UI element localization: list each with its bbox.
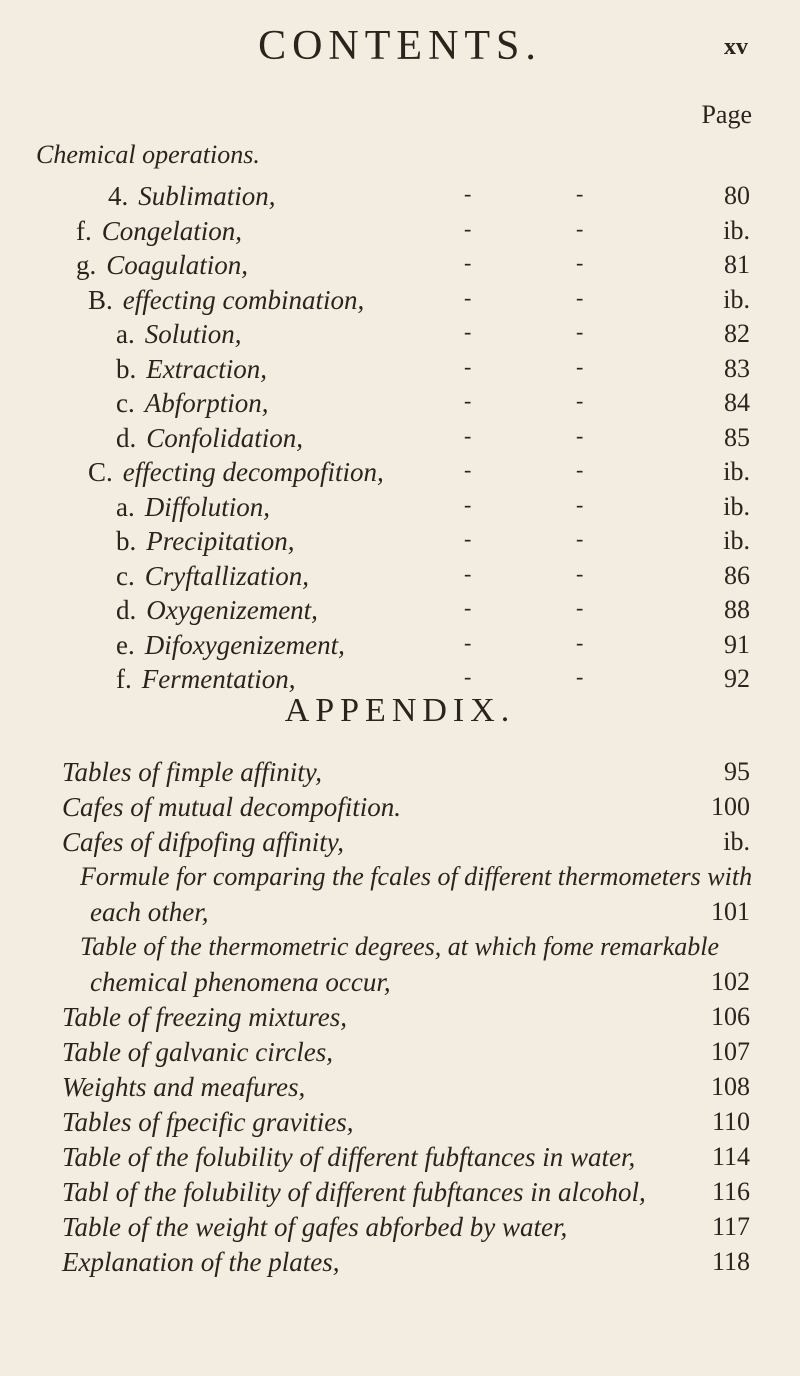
toc-entry-page: 85 [724,422,750,452]
appendix-entry-page: 117 [711,1212,750,1241]
toc-entry-letter: e. [116,629,135,660]
leader-dash: - [576,319,584,344]
appendix-entry-page: 106 [711,1002,750,1031]
appendix-entry-title: Tables of fpecific gravities, [62,1107,354,1137]
leader-dash: - [464,595,472,620]
toc-entry-page: 92 [724,664,750,693]
toc-entry-letter: 4. [108,181,129,211]
appendix-entry [0,967,800,1007]
toc-entry-title [76,250,248,281]
toc-entry-page: 82 [724,319,750,348]
leader-dash: - [464,422,472,448]
leader-dash: - [464,457,472,482]
appendix-entry-page: 107 [711,1037,750,1066]
appendix-entry-page: 101 [711,897,750,926]
toc-entry-title [88,457,384,488]
toc-entry-letter: b. [116,526,137,556]
appendix-entry [0,1002,800,1042]
appendix-entry-title: Weights and meafures, [62,1072,306,1102]
appendix-entry [0,792,800,832]
toc-entry-label: Fermentation, [141,664,296,694]
toc-entry-letter: B. [88,284,113,315]
toc-entry-label: effecting combination, [122,284,365,315]
toc-entry-label: Oxygenizement, [146,595,318,625]
toc-entry-page: 81 [724,250,750,279]
toc-entry-page: 83 [724,353,750,383]
toc-entry-page: 88 [724,595,750,624]
leader-dash: - [464,319,472,344]
leader-dash: - [576,457,584,482]
toc-entry-letter: f. [76,215,92,246]
toc-entry-letter: d. [116,422,137,453]
toc-entry-page: ib. [723,526,750,555]
appendix-entry-title: Explanation of the plates, [62,1247,340,1277]
page-number: xv [724,34,748,60]
leader-dash: - [464,284,472,310]
toc-entry-label: effecting decompofition, [122,457,384,487]
toc-entry-label: Solution, [144,319,242,349]
toc-entry-title [116,354,267,385]
toc-entry-letter: C. [88,457,113,487]
appendix-entry-page: ib. [723,827,750,856]
toc-entry-title [116,664,295,695]
appendix-entry [0,1072,800,1112]
toc-entry-page: ib. [723,284,750,314]
appendix-entry [0,1212,800,1252]
section-heading: Chemical operations. [36,140,260,169]
toc-entry-label: Congelation, [101,215,242,246]
appendix-entry-title: chemical phenomena occur, [90,967,391,997]
appendix-entry-title: Tabl of the folubility of different fubftances in alcohol, [62,1177,646,1207]
toc-entry-letter: c. [116,388,135,418]
toc-entry-letter: a. [116,319,135,349]
toc-entry-title [116,561,309,592]
appendix-entry-title: Table of the weight of gafes abforbed by water, [62,1212,568,1242]
toc-entry-page: 80 [724,181,750,210]
leader-dash: - [576,388,584,413]
leader-dash: - [576,664,584,689]
appendix-entry-title: Table of freezing mixtures, [62,1002,347,1032]
appendix-entry [0,862,800,902]
appendix-heading: APPENDIX. [284,692,516,729]
leader-dash: - [464,388,472,413]
appendix-entry-page: 108 [711,1072,750,1101]
leader-dash: - [576,629,584,655]
toc-entry-label: Cryftallization, [144,560,310,591]
appendix-entry-page: 95 [724,757,750,786]
appendix-entry-title: Table of galvanic circles, [62,1037,333,1067]
toc-entry-label: Coagulation, [106,250,249,280]
toc-entry-label: Extraction, [146,353,267,384]
leader-dash: - [464,215,472,241]
appendix-entry-page: 102 [711,967,750,996]
leader-dash: - [464,181,472,206]
appendix-entry [0,1107,800,1147]
leader-dash: - [576,250,584,275]
appendix-entry-page: 114 [711,1142,750,1171]
appendix-entry [0,827,800,867]
appendix-entry-page: 100 [711,792,750,821]
toc-entry-label: Difoxygenizement, [144,629,345,660]
toc-entry-letter: c. [116,560,135,591]
leader-dash: - [576,353,584,379]
toc-entry-title [88,285,364,316]
leader-dash: - [576,526,584,551]
toc-entry-letter: b. [116,353,137,384]
toc-entry-page: 86 [724,560,750,590]
leader-dash: - [464,491,472,517]
toc-entry-title [116,526,294,557]
appendix-entry-page: 118 [711,1247,750,1276]
appendix-entry [0,1142,800,1182]
appendix-entry-title: Cafes of difpofing affinity, [62,827,345,857]
leader-dash: - [576,560,584,586]
appendix-entry-title: Cafes of mutual decompofition. [62,792,401,822]
toc-entry-title [108,181,276,212]
toc-entry-label: Sublimation, [138,181,276,211]
toc-entry-title [116,630,345,661]
toc-entry-title [116,595,318,626]
appendix-entry [0,897,800,937]
toc-entry-label: Abforption, [144,388,269,418]
toc-entry-page: ib. [723,215,750,245]
toc-entry-title [116,423,303,454]
appendix-entry-page: 116 [711,1177,750,1206]
leader-dash: - [464,250,472,275]
appendix-entry-title: Formule for comparing the fcales of different thermometers with [80,862,753,891]
leader-dash: - [464,526,472,551]
leader-dash: - [576,215,584,241]
toc-entry-letter: a. [116,491,135,522]
leader-dash: - [464,629,472,655]
appendix-entry-title: Table of the folubility of different fubftances in water, [62,1142,636,1172]
appendix-entry [0,1177,800,1217]
toc-entry-title [76,216,242,247]
toc-entry-title [116,319,242,350]
leader-dash: - [464,353,472,379]
page-column-label: Page [701,100,752,129]
leader-dash: - [464,560,472,586]
toc-entry-label: Precipitation, [146,526,295,556]
toc-entry-letter: g. [76,250,97,280]
toc-entry-page: ib. [723,457,750,486]
toc-entry-page: 84 [724,388,750,417]
leader-dash: - [576,181,584,206]
appendix-entry-title: each other, [90,897,209,927]
toc-entry-letter: f. [116,664,132,694]
leader-dash: - [464,664,472,689]
toc-entry-label: Confolidation, [146,422,304,453]
page-header-title: CONTENTS. [258,23,542,69]
appendix-entry-page: 110 [711,1107,750,1136]
leader-dash: - [576,595,584,620]
appendix-entry [0,757,800,797]
toc-entry-page: ib. [723,491,750,521]
toc-entry-page: 91 [724,629,750,659]
toc-entry-label: Diffolution, [144,491,270,522]
leader-dash: - [576,422,584,448]
appendix-entry [0,932,800,972]
appendix-entry-title: Table of the thermometric degrees, at which fome remarkable [80,932,720,961]
appendix-entry [0,1247,800,1287]
toc-entry-title [116,492,270,523]
toc-entry-letter: d. [116,595,137,625]
appendix-entry [0,1037,800,1077]
appendix-entry-title: Tables of fimple affinity, [62,757,323,787]
leader-dash: - [576,491,584,517]
leader-dash: - [576,284,584,310]
toc-entry-title [116,388,269,419]
